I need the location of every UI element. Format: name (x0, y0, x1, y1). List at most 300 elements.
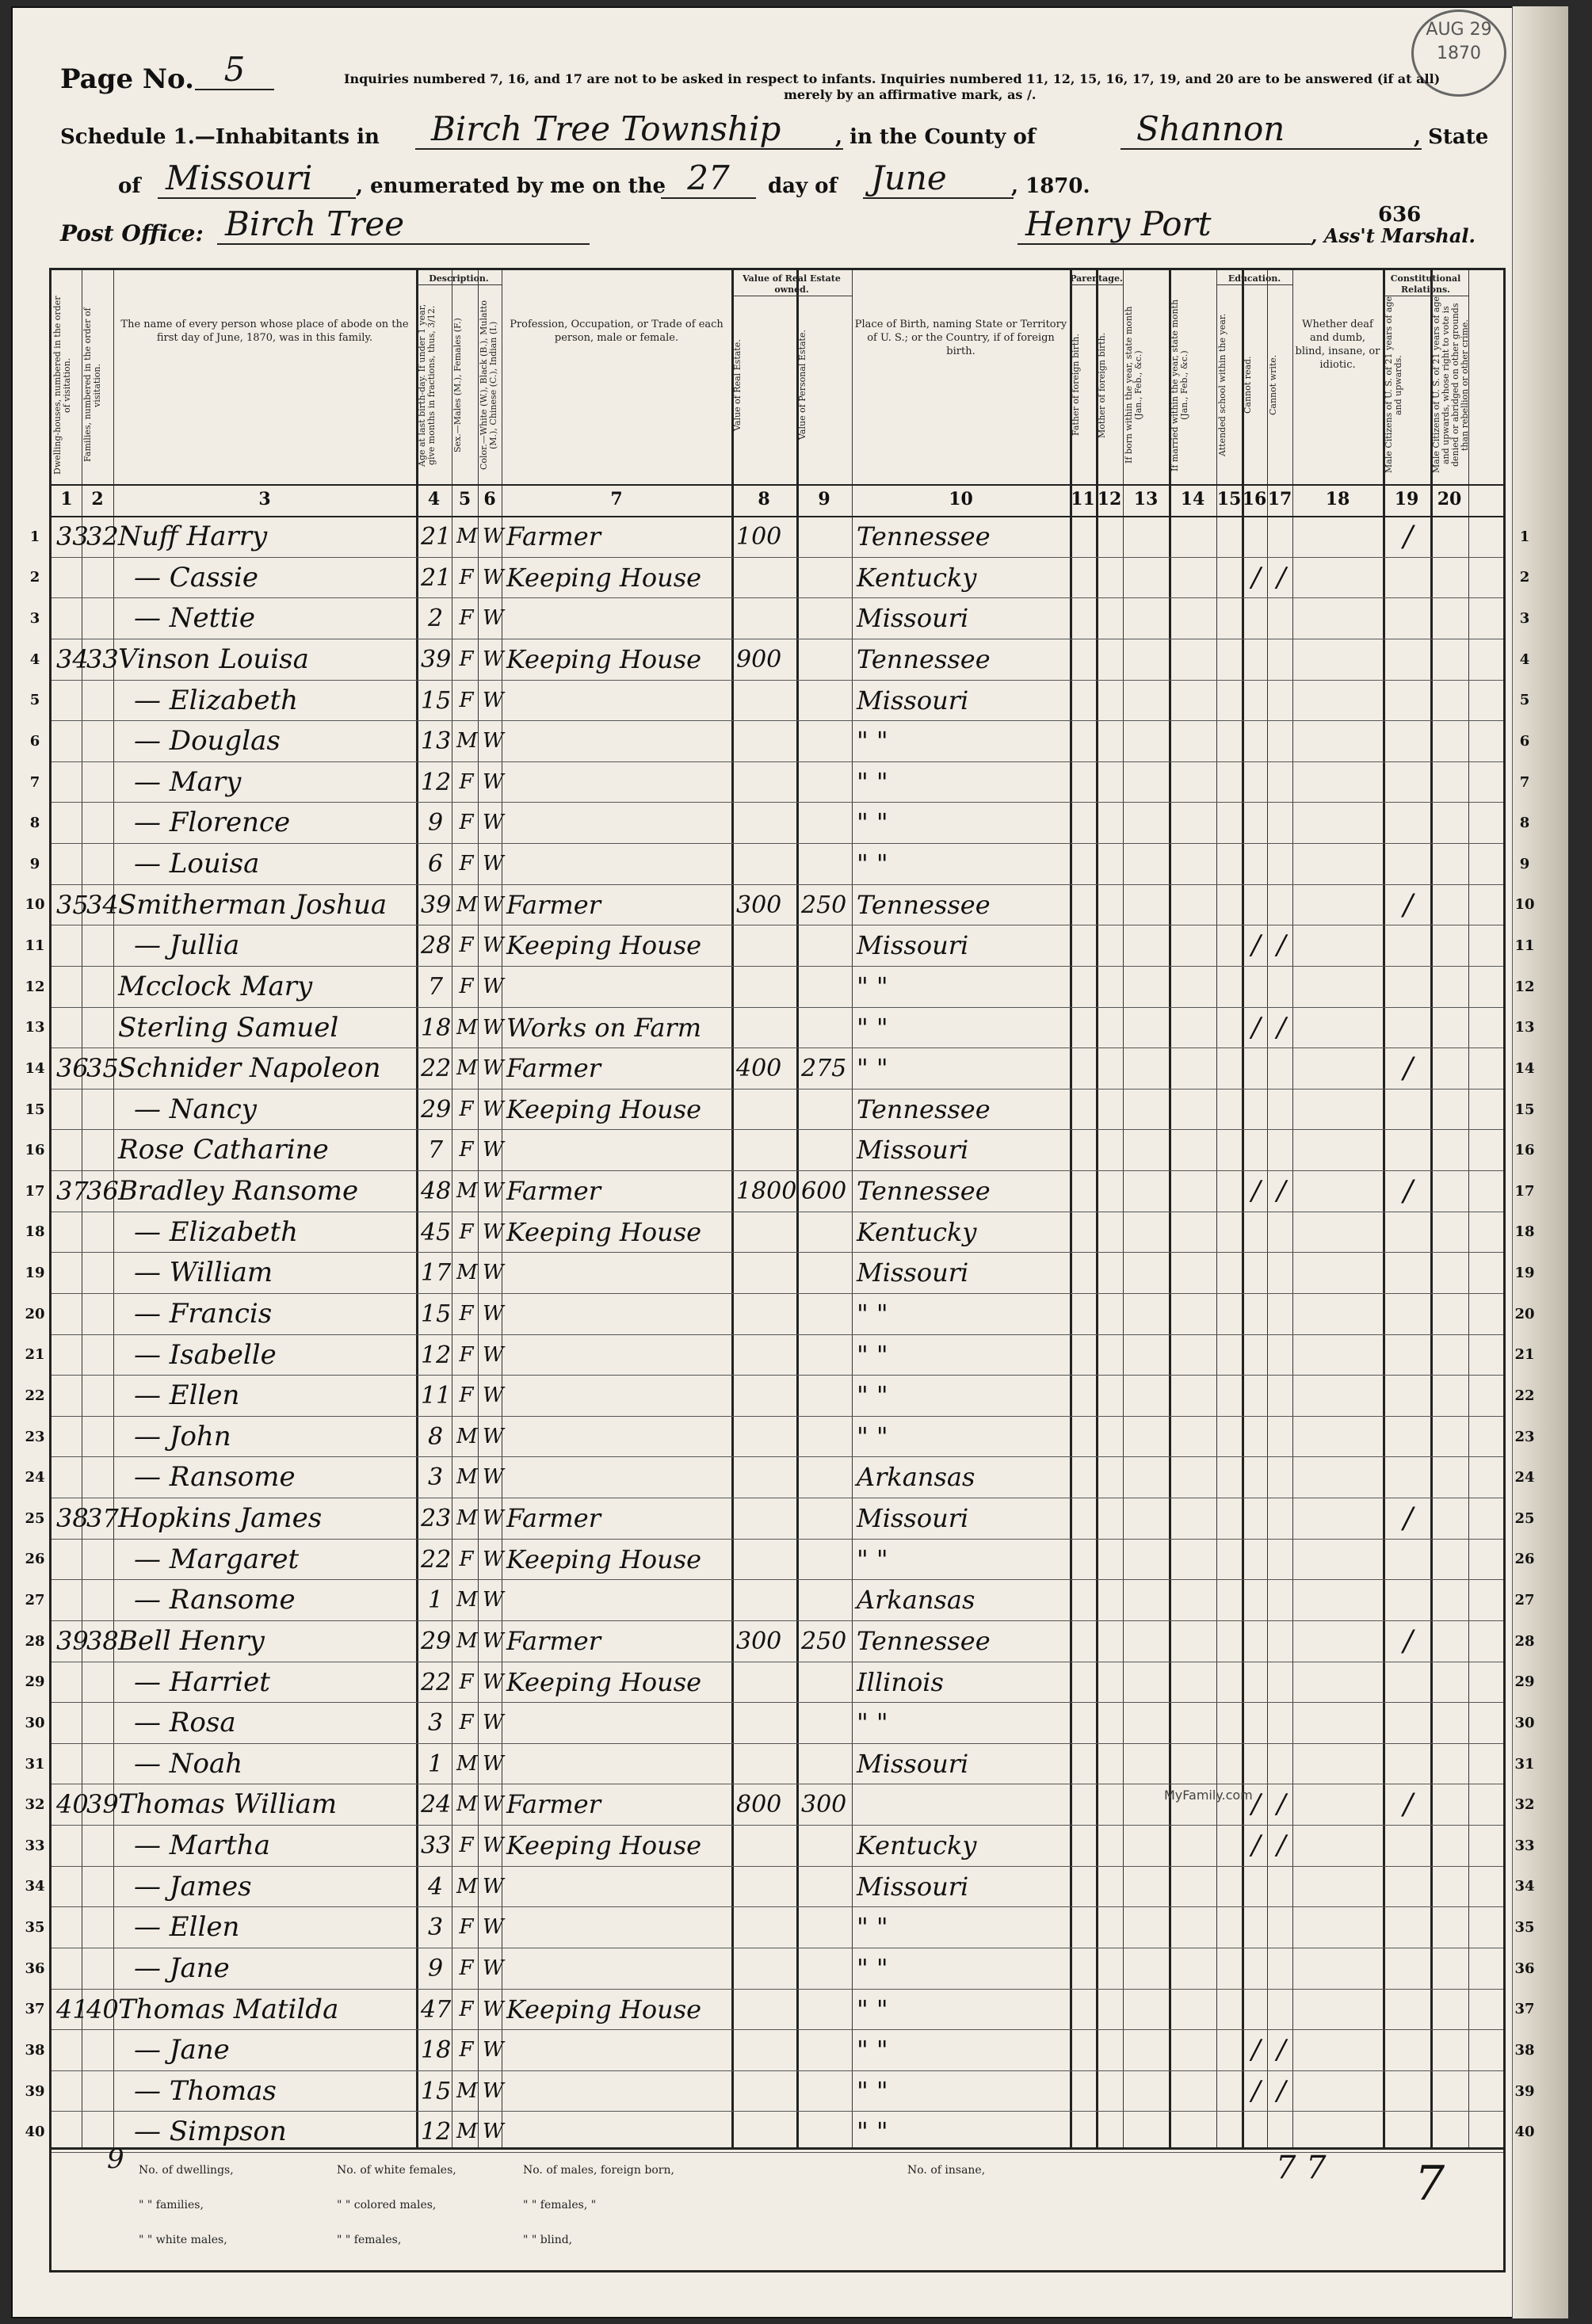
cell-age: 22 (421, 1055, 452, 1083)
row-number-right: 27 (1514, 1592, 1535, 1609)
cell-name: Mcclock Mary (118, 970, 313, 1002)
month-value: June (863, 158, 1014, 199)
cell-birthplace: Missouri (857, 930, 969, 961)
row-number-left: 9 (29, 855, 40, 872)
column-header-17: Cannot write. (1268, 354, 1278, 416)
cell-sex: M (456, 1506, 478, 1530)
cell-occupation: Farmer (506, 521, 601, 551)
cell-age: 9 (427, 1954, 444, 1982)
cell-name: Schnider Napoleon (118, 1052, 381, 1085)
row-rule (52, 1129, 1503, 1130)
cell-age: 3 (427, 1914, 444, 1942)
cell-occupation: Keeping House (506, 1216, 702, 1247)
cell-color: W (483, 1015, 504, 1040)
footer-dwelling-count: 9 (107, 2143, 124, 2175)
row-rule (52, 1293, 1503, 1294)
cell-birthplace: Tennessee (857, 889, 991, 920)
footer-label-white-males: " " white males, (139, 2234, 227, 2246)
cell-birthplace: " " (857, 1421, 888, 1452)
row-number-left: 17 (25, 1182, 45, 1200)
cell-name: — James (134, 1870, 252, 1902)
row-number-left: 32 (25, 1796, 45, 1814)
cell-birthplace: " " (857, 807, 888, 838)
cell-name: Vinson Louisa (118, 643, 309, 675)
cell-color: W (483, 1588, 504, 1612)
cell-age: 3 (427, 1463, 444, 1492)
cell-age: 3 (427, 1709, 444, 1738)
cell-sex: F (459, 647, 474, 671)
row-number-right: 33 (1514, 1837, 1535, 1854)
row-number-left: 29 (25, 1673, 45, 1691)
cell-color: W (483, 1138, 504, 1162)
row-number-right: 40 (1514, 2124, 1535, 2141)
row-number-left: 12 (25, 978, 45, 995)
state-label: , State (1414, 125, 1489, 149)
cell-age: 1 (427, 1586, 444, 1615)
instructions-line-1: Inquiries numbered 7, 16, and 17 are not to be asked in respect to infants. Inquiries numbered 11, 12, 15, 16, 17, 19, and 20 are to be answered (if at all) (344, 71, 1441, 86)
cell-birthplace: Tennessee (857, 1093, 991, 1124)
cell-age: 23 (421, 1505, 452, 1532)
row-rule (52, 966, 1503, 967)
cell-age: 7 (427, 972, 444, 1001)
row-number-right: 5 (1519, 692, 1530, 709)
cell-dwelling: 38 (56, 1503, 89, 1533)
row-rule (52, 2070, 1503, 2071)
cell-sex: M (456, 1261, 478, 1285)
row-number-right: 16 (1514, 1142, 1535, 1159)
cell-birthplace: " " (857, 1708, 888, 1738)
township-value: Birch Tree Township (415, 109, 843, 150)
row-number-left: 37 (25, 2001, 45, 2018)
row-number-right: 4 (1519, 651, 1530, 668)
column-number-14: 14 (1180, 489, 1205, 509)
cell-dwelling: 35 (56, 889, 89, 920)
row-number-left: 18 (25, 1223, 45, 1241)
row-number-left: 40 (25, 2124, 45, 2141)
cell-c16: / (1251, 1788, 1261, 1821)
page-number: 5 (195, 50, 274, 90)
cell-sex: M (456, 729, 478, 754)
cell-sex: M (456, 1179, 478, 1203)
cell-color: W (483, 688, 504, 712)
cell-color: W (483, 1997, 504, 2021)
cell-age: 12 (421, 768, 452, 796)
cell-c16: / (1251, 2034, 1261, 2066)
cell-birthplace: Kentucky (857, 562, 977, 593)
cell-birthplace: " " (857, 1952, 888, 1983)
cell-occupation: Farmer (506, 889, 601, 920)
row-number-right: 12 (1514, 978, 1535, 995)
cell-occupation: Keeping House (506, 643, 702, 674)
row-number-right: 22 (1514, 1387, 1535, 1404)
cell-sex: F (459, 1670, 474, 1694)
cell-c19: / (1403, 1502, 1414, 1535)
cell-birthplace: Missouri (857, 1503, 969, 1533)
row-number-left: 15 (25, 1101, 45, 1118)
cell-sex: M (456, 525, 478, 548)
footer-label-females: " " females, (337, 2234, 402, 2246)
row-number-left: 39 (25, 2082, 45, 2100)
cell-name: — Thomas (134, 2074, 277, 2107)
row-number-right: 36 (1514, 1960, 1535, 1977)
cell-age: 4 (427, 1872, 444, 1901)
cell-birthplace: Missouri (857, 1135, 969, 1166)
column-header-4: Age at last birth-day. If under 1 year, give months in fractions, thus, 3/12. (417, 303, 437, 467)
column-number-6: 6 (483, 489, 496, 509)
row-number-left: 2 (29, 569, 40, 586)
column-header-18: Whether deaf and dumb, blind, insane, or idiotic. (1295, 319, 1380, 371)
row-rule (52, 1620, 1503, 1621)
row-rule (52, 1825, 1503, 1826)
row-number-left: 23 (25, 1428, 45, 1445)
cell-age: 48 (421, 1177, 452, 1205)
cell-family: 38 (86, 1625, 119, 1656)
cell-name: — Nancy (134, 1093, 257, 1125)
schedule-label: Schedule 1.—Inhabitants in (60, 125, 380, 149)
cell-name: — Ransome (134, 1584, 296, 1616)
cell-birthplace: Illinois (857, 1666, 944, 1697)
cell-birthplace: Kentucky (857, 1830, 977, 1860)
cell-age: 39 (421, 891, 452, 919)
cell-name: — Ransome (134, 1461, 296, 1494)
cell-name: — Elizabeth (134, 684, 299, 716)
cell-name: Thomas William (118, 1788, 338, 1821)
cell-occupation: Keeping House (506, 1666, 702, 1697)
column-number-12: 12 (1097, 489, 1122, 509)
day-value: 27 (661, 158, 756, 199)
cell-sex: M (456, 1015, 478, 1040)
cell-sex: F (459, 606, 474, 631)
cell-birthplace: " " (857, 1012, 888, 1043)
row-rule (52, 1334, 1503, 1335)
cell-sex: F (459, 1097, 474, 1121)
cell-sex: M (456, 1874, 478, 1899)
cell-occupation: Farmer (506, 1789, 601, 1820)
cell-birthplace: Tennessee (857, 521, 991, 551)
row-number-left: 6 (29, 732, 40, 750)
row-number-left: 38 (25, 2041, 45, 2059)
cell-color: W (483, 2038, 504, 2063)
cell-family: 32 (86, 521, 119, 551)
cell-name: — Ellen (134, 1380, 240, 1412)
cell-name: — Douglas (134, 725, 281, 757)
row-rule (52, 1989, 1503, 1990)
cell-name: — Simpson (134, 2116, 287, 2148)
group-header-parentage: Parentage. (1070, 273, 1123, 284)
cell-sex: F (459, 2038, 474, 2063)
cell-age: 18 (421, 2036, 452, 2065)
cell-name: — Jane (134, 2034, 230, 2066)
column-header-20: Male Citizens of U. S. of 21 years of age and upwards, whose right to vote is denied or abridged on other grounds than rebellion or other crime. (1431, 296, 1470, 474)
row-rule (52, 2029, 1503, 2030)
cell-birthplace: Tennessee (857, 1176, 991, 1206)
cell-birthplace: Arkansas (857, 1585, 975, 1616)
row-rule (52, 1743, 1503, 1744)
column-number-8: 8 (758, 489, 770, 509)
cell-color: W (483, 1383, 504, 1408)
cell-age: 6 (427, 850, 444, 878)
cell-c17: / (1277, 561, 1286, 593)
cell-occupation: Keeping House (506, 930, 702, 961)
cell-color: W (483, 933, 504, 958)
cell-name: — Noah (134, 1747, 243, 1780)
cell-color: W (483, 1465, 504, 1490)
row-number-left: 13 (25, 1019, 45, 1036)
cell-age: 11 (421, 1382, 452, 1410)
row-number-right: 37 (1514, 2001, 1535, 2018)
cell-personal: 250 (801, 1627, 847, 1655)
cell-age: 22 (421, 1545, 452, 1574)
row-number-left: 28 (25, 1632, 45, 1650)
cell-occupation: Keeping House (506, 1994, 702, 2024)
row-number-left: 33 (25, 1837, 45, 1854)
cell-name: — Isabelle (134, 1338, 277, 1371)
group-header-education: Education. (1216, 273, 1292, 285)
cell-real: 1800 (736, 1177, 797, 1205)
cell-personal: 300 (801, 1791, 847, 1819)
row-number-left: 22 (25, 1387, 45, 1404)
cell-age: 33 (421, 1832, 452, 1860)
cell-sex: F (459, 811, 474, 835)
column-number-9: 9 (818, 489, 830, 509)
row-number-left: 16 (25, 1142, 45, 1159)
cell-age: 2 (427, 605, 444, 633)
cell-sex: M (456, 892, 478, 917)
instructions-line-2: merely by an affirmative mark, as /. (784, 87, 1037, 102)
cell-real: 100 (736, 523, 782, 551)
row-number-left: 20 (25, 1305, 45, 1322)
row-number-right: 29 (1514, 1673, 1535, 1691)
cell-color: W (483, 1670, 504, 1694)
cell-color: W (483, 852, 504, 876)
row-rule (52, 1252, 1503, 1253)
cell-name: — Nettie (134, 602, 255, 635)
column-header-9: Value of Personal Estate. (797, 330, 807, 441)
post-office-value: Birch Tree (217, 204, 590, 245)
cell-name: Nuff Harry (118, 521, 268, 552)
sheet-number: 636 (1378, 203, 1422, 227)
cell-c17: / (1277, 1788, 1286, 1821)
row-number-right: 17 (1514, 1182, 1535, 1200)
cell-dwelling: 41 (56, 1994, 89, 2024)
row-number-right: 32 (1514, 1796, 1535, 1814)
cell-occupation: Farmer (506, 1503, 601, 1533)
column-number-2: 2 (91, 489, 104, 509)
cell-c16: / (1251, 1011, 1261, 1044)
cell-color: W (483, 525, 504, 548)
cell-color: W (483, 1792, 504, 1817)
row-number-left: 1 (29, 528, 40, 545)
cell-real: 800 (736, 1791, 782, 1819)
cell-color: W (483, 892, 504, 917)
cell-color: W (483, 647, 504, 671)
column-number-20: 20 (1437, 489, 1462, 509)
row-rule (52, 720, 1503, 721)
cell-c16: / (1251, 1830, 1261, 1861)
row-rule (52, 1702, 1503, 1703)
cell-sex: F (459, 1915, 474, 1940)
cell-age: 8 (427, 1422, 444, 1451)
state-value: Missouri (158, 158, 356, 199)
cell-name: — Mary (134, 765, 242, 798)
footer-label-foreign-females: " " females, " (523, 2199, 597, 2211)
cell-name: Bradley Ransome (118, 1175, 359, 1207)
cell-age: 13 (421, 727, 452, 756)
cell-color: W (483, 1424, 504, 1448)
cell-age: 29 (421, 1627, 452, 1655)
row-number-left: 5 (29, 692, 40, 709)
column-header-3: The name of every person whose place of abode on the first day of June, 1870, was in this family. (120, 319, 409, 344)
row-number-right: 1 (1519, 528, 1530, 545)
row-number-left: 14 (25, 1059, 45, 1077)
cell-name: — Margaret (134, 1543, 300, 1575)
watermark: MyFamily.com (1164, 1788, 1253, 1803)
cell-sex: F (459, 1342, 474, 1367)
cell-color: W (483, 1956, 504, 1980)
column-header-13: If born within the year, state month (Jan., Feb., &c.) (1124, 306, 1143, 464)
row-number-right: 30 (1514, 1714, 1535, 1731)
county-label: , in the County of (835, 125, 1036, 149)
cell-birthplace: Missouri (857, 603, 969, 634)
year-value: , 1870. (1011, 174, 1090, 198)
column-number-5: 5 (458, 489, 471, 509)
cell-birthplace: Tennessee (857, 643, 991, 674)
cell-age: 28 (421, 932, 452, 960)
row-number-left: 11 (25, 937, 45, 955)
column-header-19: Male Citizens of U. S. of 21 years of age and upwards. (1384, 296, 1403, 474)
cell-birthplace: " " (857, 1339, 888, 1370)
cell-sex: M (456, 1588, 478, 1612)
cell-dwelling: 37 (56, 1176, 89, 1206)
cell-c17: / (1277, 1830, 1286, 1861)
footer-label-blind: " " blind, (523, 2234, 573, 2246)
cell-real: 300 (736, 1627, 782, 1655)
cell-occupation: Keeping House (506, 1544, 702, 1574)
row-rule (52, 843, 1503, 844)
cell-age: 45 (421, 1218, 452, 1246)
cell-birthplace: " " (857, 1298, 888, 1329)
cell-sex: F (459, 852, 474, 876)
row-number-right: 8 (1519, 815, 1530, 832)
row-rule (52, 557, 1503, 558)
cell-name: Smitherman Joshua (118, 888, 388, 921)
cell-sex: M (456, 2078, 478, 2103)
cell-birthplace: " " (857, 1544, 888, 1574)
row-number-left: 10 (25, 896, 45, 914)
cell-sex: F (459, 974, 474, 998)
cell-age: 9 (427, 809, 444, 838)
cell-sex: F (459, 1997, 474, 2021)
cell-sex: M (456, 1792, 478, 1817)
cell-real: 900 (736, 645, 782, 674)
cell-c16: / (1251, 2074, 1261, 2107)
row-number-left: 30 (25, 1714, 45, 1731)
county-value: Shannon (1121, 109, 1422, 150)
cell-age: 15 (421, 686, 452, 715)
row-number-right: 2 (1519, 569, 1530, 586)
cell-sex: F (459, 1383, 474, 1408)
row-rule (52, 1375, 1503, 1376)
column-number-18: 18 (1325, 489, 1350, 509)
column-number-16: 16 (1242, 489, 1267, 509)
cell-color: W (483, 1301, 504, 1326)
column-number-19: 19 (1394, 489, 1419, 509)
cell-birthplace: Arkansas (857, 1462, 975, 1493)
cell-occupation: Farmer (506, 1176, 601, 1206)
cell-name: Sterling Samuel (118, 1011, 339, 1044)
cell-name: — Jullia (134, 929, 240, 962)
cell-age: 12 (421, 2118, 452, 2147)
row-number-right: 9 (1519, 855, 1530, 872)
cell-age: 15 (421, 2077, 452, 2105)
table-footer (49, 2143, 1506, 2272)
cell-age: 18 (421, 1013, 452, 1042)
cell-personal: 275 (801, 1055, 847, 1083)
cell-name: Bell Henry (118, 1624, 265, 1657)
cell-occupation: Keeping House (506, 562, 702, 593)
row-rule (52, 1579, 1503, 1580)
column-header-15: Attended school within the year. (1217, 313, 1227, 457)
row-rule (52, 884, 1503, 885)
row-number-right: 31 (1514, 1755, 1535, 1773)
cell-color: W (483, 1056, 504, 1081)
cell-c19: / (1403, 1052, 1414, 1086)
row-rule (52, 597, 1503, 598)
page-label: Page No. (60, 63, 194, 95)
row-number-right: 39 (1514, 2082, 1535, 2100)
cell-birthplace: " " (857, 766, 888, 797)
row-number-left: 31 (25, 1755, 45, 1773)
row-number-right: 3 (1519, 610, 1530, 628)
footer-label-insane: No. of insane, (907, 2164, 986, 2177)
cell-color: W (483, 1219, 504, 1244)
cell-color: W (483, 2078, 504, 2103)
cell-c17: / (1277, 2074, 1286, 2107)
cell-birthplace: " " (857, 2116, 888, 2147)
cell-name: — Louisa (134, 848, 260, 880)
row-rule (52, 1170, 1503, 1171)
row-rule (52, 1866, 1503, 1867)
footer-total-citizens: 7 (1414, 2156, 1445, 2211)
footer-label-foreign-males: No. of males, foreign born, (523, 2164, 674, 2177)
cell-c17: / (1277, 2034, 1286, 2066)
enumerated-label: , enumerated by me on the (356, 174, 666, 198)
cell-birthplace: " " (857, 2035, 888, 2066)
cell-age: 21 (421, 523, 452, 551)
cell-sex: F (459, 688, 474, 712)
marshal-name: Henry Port (1017, 204, 1311, 245)
cell-real: 400 (736, 1055, 782, 1083)
marshal-label: , Ass't Marshal. (1311, 224, 1476, 247)
cell-color: W (483, 1547, 504, 1571)
cell-dwelling: 40 (56, 1789, 89, 1820)
cell-name: — John (134, 1420, 231, 1452)
cell-name: — Rosa (134, 1707, 236, 1739)
day-of-label: day of (768, 174, 838, 198)
cell-sex: F (459, 1219, 474, 1244)
row-number-left: 3 (29, 610, 40, 628)
cell-color: W (483, 811, 504, 835)
column-header-14: If married within the year, state month (Jan., Feb., &c.) (1170, 299, 1189, 471)
cell-age: 47 (421, 1995, 452, 2024)
cell-color: W (483, 1834, 504, 1857)
cell-sex: M (456, 1751, 478, 1776)
cell-family: 39 (86, 1789, 119, 1820)
cell-c19: / (1403, 1788, 1414, 1822)
row-number-right: 34 (1514, 1878, 1535, 1895)
cell-family: 37 (86, 1503, 119, 1533)
cell-color: W (483, 1915, 504, 1940)
